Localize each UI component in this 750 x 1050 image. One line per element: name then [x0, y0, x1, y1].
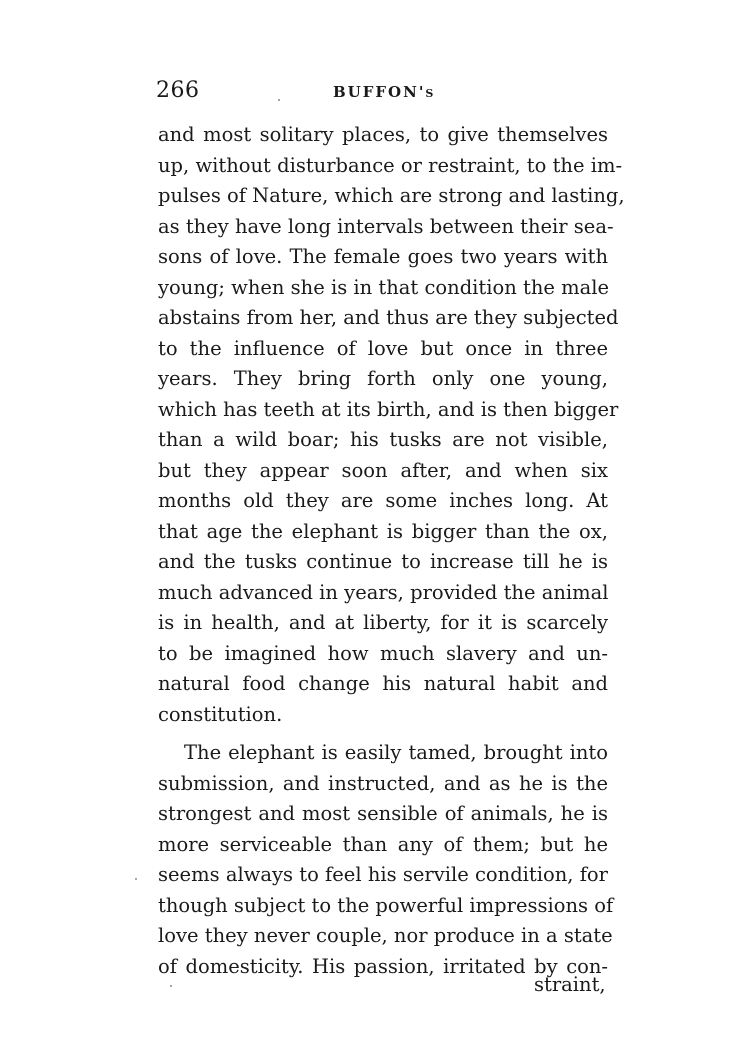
body-text — [158, 120, 625, 982]
text-line: months old they are some inches long. At — [158, 489, 608, 512]
text-line: love they never couple, nor produce in a state — [158, 924, 613, 947]
text-line: sons of love. The female goes two years with — [158, 245, 608, 268]
text-line: that age the elephant is bigger than the ox, — [158, 519, 608, 543]
text-line: up, without disturbance or restraint, to the im- — [158, 153, 623, 177]
text-line: than a wild boar; his tusks are not visible, — [158, 428, 608, 451]
text-line: and most solitary places, to give themselves — [158, 123, 608, 146]
text-line: natural food change his natural habit and — [158, 672, 608, 695]
text-line: young; when she is in that condition the male — [158, 275, 610, 299]
ink-speck — [170, 985, 172, 987]
text-line: submission, and instructed, and as he is the — [158, 771, 608, 795]
text-line: strongest and most sensible of animals, he is — [158, 802, 608, 825]
ink-speck — [135, 878, 137, 880]
text-line: The elephant is easily tamed, brought into — [184, 741, 608, 764]
text-line: though subject to the powerful impressions of — [158, 893, 614, 917]
text-line: constitution. — [158, 702, 283, 726]
ink-speck — [278, 99, 280, 101]
catchword: straint, — [534, 973, 606, 996]
text-line: but they appear soon after, and when six — [158, 458, 608, 482]
text-line: much advanced in years, provided the animal — [158, 580, 609, 604]
text-line: is in health, and at liberty, for it is scarcely — [158, 611, 608, 634]
paragraph-1 — [158, 120, 625, 730]
text-line: to be imagined how much slavery and un- — [158, 641, 608, 665]
text-line: as they have long intervals between their sea- — [158, 214, 614, 238]
text-line: of domesticity. His passion, irritated by con- — [158, 954, 608, 978]
text-line: abstains from her, and thus are they subjected — [158, 306, 619, 329]
running-head: BUFFON's — [333, 83, 436, 101]
text-line: seems always to feel his servile condition, for — [158, 863, 608, 886]
text-line: more serviceable than any of them; but he — [158, 832, 608, 856]
text-line: which has teeth at its birth, and is then bigger — [158, 397, 619, 421]
page-number: 266 — [156, 78, 200, 103]
text-line: years. They bring forth only one young, — [158, 367, 608, 390]
paragraph-break — [158, 730, 608, 738]
paragraph-2 — [158, 738, 614, 982]
text-line: pulses of Nature, which are strong and lasting, — [158, 184, 625, 207]
page-header — [156, 78, 616, 112]
text-line: and the tusks continue to increase till he is — [158, 550, 608, 573]
text-line: to the influence of love but once in three — [158, 336, 608, 360]
